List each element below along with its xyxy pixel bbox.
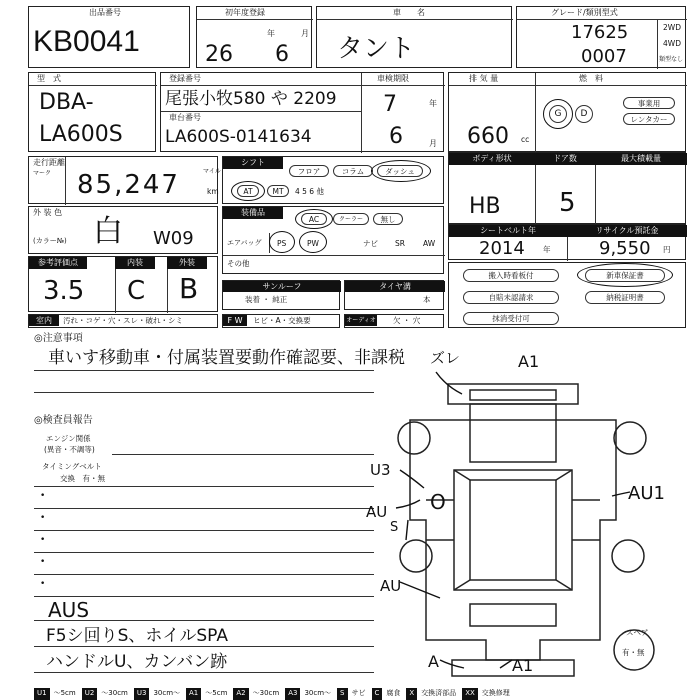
- report-line-1: AUS: [48, 598, 90, 622]
- legend-code: A3: [285, 688, 300, 700]
- diagram-mark-o: O: [430, 490, 446, 514]
- first-reg-month: 6: [275, 42, 289, 67]
- color-code: W09: [153, 228, 194, 249]
- grade-1: 17625: [571, 22, 629, 43]
- diagram-mark-a1-top: A1: [518, 352, 540, 371]
- displacement-fuel-box: 排 気 量 燃 料 660 cc G D 事業用 レンタカー: [448, 72, 686, 152]
- diagram-mark-a-bottom: A: [428, 652, 439, 671]
- chassis-number: LA600S-0141634: [165, 127, 312, 147]
- registration-number: 尾張小牧580 や 2209: [165, 89, 337, 109]
- interior-grade: C: [127, 276, 146, 306]
- exterior-color-box: 外 装 色 (カラー№) 白 W09: [28, 206, 218, 254]
- legend-code: A2: [233, 688, 248, 700]
- evaluation-box: 参考評価点 内装 外装 3.5 C B: [28, 256, 218, 312]
- doc-plate: 搬入時看板付: [463, 269, 559, 282]
- equipment-ps: PS: [277, 239, 287, 248]
- doors: 5: [559, 188, 576, 218]
- body-doors-box: ボディ形状 ドア数 最大積載量 HB 5: [448, 152, 686, 224]
- body-shape: HB: [469, 194, 501, 219]
- inspection-month: 6: [389, 124, 403, 149]
- model-box: 型 式 DBA- LA600S: [28, 72, 156, 152]
- damage-legend: [34, 688, 694, 700]
- sunroof-box: サンルーフ 装着 ・ 純正: [222, 280, 340, 310]
- seatbelt-recycle-box: シートベルト年 リサイクル預託金 2014 年 9,550 円: [448, 224, 686, 260]
- recycle-fee: 9,550: [599, 238, 651, 259]
- inspector-header: ◎検査員報告: [34, 415, 93, 426]
- fuel-gasoline: G: [549, 105, 567, 123]
- legend-text: 30cm～: [304, 689, 332, 697]
- exterior-color: 白: [93, 214, 123, 249]
- tires-box: タイヤ溝 本: [344, 280, 444, 310]
- doc-tax-cert: 納税証明書: [585, 291, 665, 304]
- legend-text: 交換済部品: [421, 689, 457, 697]
- shift-box: シフト フロア コラム ダッシュ AT MT 4 5 6 他: [222, 156, 444, 204]
- notes-header: ◎注意事項: [34, 333, 83, 344]
- legend-code: XX: [462, 688, 478, 700]
- diagram-mark-s: S: [390, 520, 399, 535]
- legend-text: ～5cm: [205, 689, 228, 697]
- exterior-grade: B: [179, 272, 199, 305]
- doc-cancel: 抹消受付可: [463, 312, 559, 325]
- equipment-pw: PW: [307, 239, 319, 248]
- doc-self-reg: 自賠未認請求: [463, 291, 559, 304]
- diagram-mark-au1-right: AU1: [628, 483, 665, 504]
- mileage-box: 走行距離 マーク 85,247 マイル km: [28, 156, 218, 204]
- first-registration-box: 初年度登録 年 月 26 6: [196, 6, 312, 68]
- interior-damage-row: 室内 汚れ・コゲ・穴・スレ・破れ・シミ: [28, 314, 218, 328]
- first-reg-year: 26: [205, 42, 233, 67]
- evaluation-score: 3.5: [43, 276, 85, 306]
- model-2: LA600S: [39, 122, 123, 147]
- diagram-mark-zure: ズレ: [430, 349, 461, 367]
- legend-code: U2: [82, 688, 98, 700]
- lot-number: KB0041: [33, 25, 140, 58]
- legend-code: C: [372, 688, 383, 700]
- car-name-header: 車 名: [393, 8, 425, 17]
- legend-text: 腐食: [386, 689, 401, 697]
- commercial-use: 事業用: [623, 97, 675, 109]
- legend-code: A1: [186, 688, 201, 700]
- rental-car: レンタカー: [623, 113, 675, 125]
- equipment-box: 装備品 AC クーラー 無し エアバッグ PS PW ナビ SR AW その他: [222, 206, 444, 274]
- doc-warranty: 新車保証書: [585, 269, 665, 282]
- equipment-ac: AC: [301, 213, 327, 225]
- legend-text: サビ: [351, 689, 366, 697]
- grade-header: グレード/類別型式: [551, 8, 618, 17]
- first-registration-header: 初年度登録: [225, 8, 265, 17]
- fuel-diesel: D: [575, 105, 593, 123]
- displacement: 660: [467, 124, 509, 149]
- grade-2: 0007: [581, 46, 627, 67]
- registration-box: 登録番号 尾張小牧580 や 2209 車台番号 LA600S-0141634 車検期限 7 年 6 月: [160, 72, 444, 152]
- report-line-3: ハンドルU、カンバン跡: [46, 652, 228, 672]
- model-1: DBA-: [39, 90, 94, 115]
- inspection-year: 7: [383, 92, 397, 117]
- legend-text: 交換修理: [481, 689, 510, 697]
- seatbelt-year: 2014: [479, 238, 525, 259]
- car-name: タント: [337, 34, 416, 64]
- legend-text: 30cm～: [153, 689, 181, 697]
- mileage: 85,247: [77, 170, 180, 200]
- diagram-mark-au-left: AU: [366, 503, 388, 521]
- legend-code: U3: [134, 688, 150, 700]
- legend-text: ～30cm: [252, 689, 280, 697]
- shift-dash: ダッシュ: [377, 165, 423, 177]
- report-line-2: F5シ回りS、ホイルSPA: [46, 626, 228, 646]
- notes-line: 車いす移動車・付属装置要動作確認要、非課税: [48, 348, 405, 368]
- spare-value: 有・無: [622, 648, 645, 657]
- legend-code: S: [337, 688, 347, 700]
- diagram-mark-a1-bottom: A1: [512, 656, 534, 675]
- grade-box: グレード/類別型式 17625 0007 2WD 4WD 類型なし: [516, 6, 686, 68]
- legend-code: U1: [34, 688, 50, 700]
- legend-text: ～30cm: [101, 689, 128, 697]
- diagram-mark-au-bottom: AU: [380, 577, 402, 595]
- diagram-mark-u3: U3: [370, 461, 391, 479]
- spare-label: スペア: [626, 628, 649, 637]
- lot-number-header: 出品番号: [89, 8, 121, 17]
- legend-text: ～5cm: [53, 689, 76, 697]
- audio-row: オーディオ 欠 ・ 穴: [344, 314, 444, 328]
- legend-code: X: [406, 688, 417, 700]
- shift-at: AT: [237, 185, 259, 197]
- fw-row: F W ヒビ・A・交換要: [222, 314, 340, 328]
